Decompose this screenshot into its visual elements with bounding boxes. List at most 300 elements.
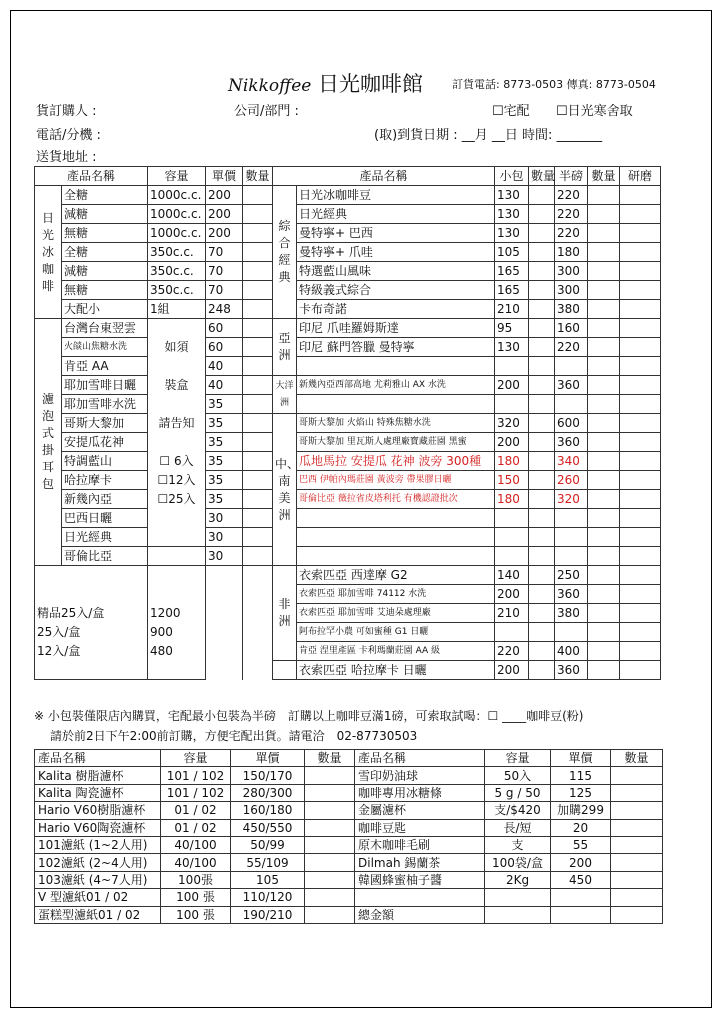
qty-input[interactable] [243,452,273,471]
grind-input[interactable] [620,205,661,224]
box-product: 25入/盒 [35,623,148,642]
qty-input[interactable] [529,623,555,642]
qty-input[interactable] [529,471,555,490]
bean-small-price: 130 [495,205,529,224]
header-volume: 容量 [148,167,206,186]
accessory-cell: 110/120 [231,889,305,906]
packaging-note [148,319,206,338]
qty-input[interactable] [243,319,273,338]
accessory-cell: 長/短 [485,819,551,836]
product-price: 30 [206,509,243,528]
qty-input[interactable] [588,205,620,224]
accessory-cell: 100張 [161,871,231,888]
qty-input[interactable] [529,338,555,357]
order-row [35,357,661,376]
order-row [35,604,661,623]
qty-input[interactable] [529,357,555,376]
qty-input[interactable] [588,528,620,547]
qty-input[interactable] [588,376,620,395]
bean-name: 新幾內亞西部高地 尤莉雅山 AX 水洗 [297,376,495,395]
accessory-cell: 01 / 02 [161,819,231,836]
grind-input[interactable] [620,566,661,585]
grind-input[interactable] [620,642,661,661]
accessory-cell [355,889,485,906]
qty-input[interactable] [243,490,273,509]
qty-input[interactable] [611,819,663,836]
product-price: 200 [206,224,243,243]
product-price: 70 [206,243,243,262]
accessory-row [35,819,663,836]
shop-name: 日光咖啡館 [318,72,424,96]
grind-input[interactable] [620,243,661,262]
packaging-note [148,433,206,452]
box-price: 900 [148,623,206,642]
qty-input[interactable] [243,471,273,490]
accessory-cell [551,889,611,906]
bean-halfpound-price: 380 [555,604,588,623]
qty-input[interactable] [611,854,663,871]
product-name: 減糖 [62,262,148,281]
qty-input[interactable] [243,357,273,376]
qty-input[interactable] [588,300,620,319]
bean-small-price: 200 [495,661,529,680]
bean-name: 瓜地馬拉 安提瓜 花神 波旁 300種 [297,452,495,471]
product-price: 35 [206,490,243,509]
product-price: 200 [206,205,243,224]
bean-small-price: 165 [495,281,529,300]
accessory-cell: 450 [551,871,611,888]
product-name: 哈拉摩卡 [62,471,148,490]
bean-halfpound-price: 220 [555,186,588,205]
bean-small-price: 130 [495,186,529,205]
grind-input[interactable] [620,224,661,243]
packaging-note: 裝盒 [148,376,206,395]
packaging-note: ☐25入 [148,490,206,509]
bean-small-price: 130 [495,338,529,357]
pickup-checkbox[interactable]: ☐日光寒舍取 [556,104,633,119]
order-row [35,395,661,414]
accessory-cell: 支 [485,836,551,853]
qty-input[interactable] [305,767,355,784]
region-africa: 非洲 [273,566,297,661]
qty-input[interactable] [588,471,620,490]
bean-halfpound-price: 300 [555,281,588,300]
qty-input[interactable] [529,281,555,300]
bean-name: 哥倫比亞 薇拉省皮塔利托 有機認證批次 [297,490,495,509]
qty-input[interactable] [305,889,355,906]
qty-input[interactable] [243,262,273,281]
qty-input[interactable] [305,819,355,836]
qty-input[interactable] [529,243,555,262]
product-volume: 1組 [148,300,206,319]
order-note: ※ 小包裝僅限店內購買，宅配最小包裝為半磅 訂購以上咖啡豆滿1磅，可索取試喝：☐ ____咖啡豆(粉) [34,709,584,723]
qty-input[interactable] [305,871,355,888]
product-price: 40 [206,357,243,376]
pickup-date-field[interactable]: (取)到貨日期 : __月 __日 時間: _______ [374,128,603,143]
qty-input[interactable] [243,433,273,452]
accessory-cell: 蛋糕型濾紙01 / 02 [35,906,161,923]
accessory-cell: 115 [551,767,611,784]
qty-input[interactable] [611,906,663,923]
order-row [35,528,661,547]
order-row [35,281,661,300]
accessory-cell: Kalita 陶瓷濾杯 [35,784,161,801]
qty-input[interactable] [305,906,355,923]
grind-input[interactable] [620,452,661,471]
accessory-cell: 支/$420 [485,802,551,819]
bean-name: 阿布拉罕小農 可如蜜種 G1 日曬 [297,623,495,642]
qty-input[interactable] [529,262,555,281]
accessory-cell: 160/180 [231,802,305,819]
qty-input[interactable] [611,767,663,784]
order-row [35,433,661,452]
qty-input[interactable] [588,433,620,452]
bean-halfpound-price: 220 [555,205,588,224]
product-price: 30 [206,547,243,566]
product-name: 日光經典 [62,528,148,547]
accessory-header: 單價 [551,750,611,767]
qty-input[interactable] [243,243,273,262]
bean-name: 衣索匹亞 耶加雪啡 74112 水洗 [297,585,495,604]
accessory-header: 數量 [305,750,355,767]
region-central-south: 中、南美洲 [273,414,297,566]
accessory-cell: 總金額 [355,906,485,923]
accessory-cell: 101濾紙 (1~2人用) [35,836,161,853]
accessory-cell: 原木咖啡毛刷 [355,836,485,853]
header-qty: 數量 [243,167,273,186]
accessory-cell [551,906,611,923]
qty-input[interactable] [588,585,620,604]
grind-input[interactable] [620,509,661,528]
accessory-cell: 200 [551,854,611,871]
order-row [35,262,661,281]
accessory-header: 產品名稱 [355,750,485,767]
order-row [35,300,661,319]
accessory-row [35,836,663,853]
qty-input[interactable] [529,604,555,623]
accessory-cell: 5 g / 50 [485,784,551,801]
bean-halfpound-price: 260 [555,471,588,490]
qty-input[interactable] [588,319,620,338]
product-volume: 350c.c. [148,281,206,300]
bean-name: 日光冰咖啡豆 [297,186,495,205]
product-name: 全糖 [62,243,148,262]
accessory-cell: 咖啡豆匙 [355,819,485,836]
qty-input[interactable] [588,452,620,471]
bean-halfpound-price: 180 [555,243,588,262]
order-row [35,167,661,186]
grind-input[interactable] [620,547,661,566]
order-row [35,224,661,243]
qty-input[interactable] [529,376,555,395]
qty-input[interactable] [588,281,620,300]
accessory-cell: 55/109 [231,854,305,871]
order-row [35,585,661,604]
qty-input[interactable] [588,243,620,262]
qty-input[interactable] [611,802,663,819]
product-price: 70 [206,281,243,300]
grind-input[interactable] [620,414,661,433]
accessory-cell: 450/550 [231,819,305,836]
product-price: 60 [206,319,243,338]
header-bean-product: 產品名稱 [273,167,495,186]
order-row [35,243,661,262]
header-qty-halfpound: 數量 [588,167,620,186]
bean-name: 巴西 伊帕內瑪莊園 黃波旁 帶果膠日曬 [297,471,495,490]
accessory-header: 產品名稱 [35,750,161,767]
qty-input[interactable] [588,509,620,528]
qty-input[interactable] [611,784,663,801]
qty-input[interactable] [243,547,273,566]
bean-halfpound-price: 220 [555,338,588,357]
qty-input[interactable] [529,300,555,319]
order-row [35,661,661,680]
product-price: 40 [206,376,243,395]
accessory-cell: 50入 [485,767,551,784]
phone-field[interactable]: 電話/分機 : [36,128,101,143]
bean-halfpound-price: 360 [555,376,588,395]
bean-small-price: 95 [495,319,529,338]
qty-input[interactable] [529,186,555,205]
bean-halfpound-price [555,623,588,642]
product-price: 35 [206,414,243,433]
bean-halfpound-price: 360 [555,433,588,452]
accessory-cell: 101 / 102 [161,784,231,801]
qty-input[interactable] [529,566,555,585]
accessory-cell: 01 / 02 [161,802,231,819]
qty-input[interactable] [588,623,620,642]
bean-halfpound-price: 220 [555,224,588,243]
qty-input[interactable] [243,224,273,243]
qty-input[interactable] [243,300,273,319]
qty-input[interactable] [243,414,273,433]
grind-input[interactable] [620,490,661,509]
contact-info: 訂貨電話: 8773-0503 傳真: 8773-0504 [452,78,656,91]
grind-input[interactable] [620,357,661,376]
qty-input[interactable] [529,642,555,661]
accessory-cell: 100袋/盒 [485,854,551,871]
grind-input[interactable] [620,395,661,414]
accessory-cell: Hario V60樹脂濾杯 [35,802,161,819]
qty-input[interactable] [529,490,555,509]
accessory-cell: 50/99 [231,836,305,853]
qty-input[interactable] [588,357,620,376]
product-price: 30 [206,528,243,547]
product-name: 無糖 [62,281,148,300]
qty-input[interactable] [588,338,620,357]
packaging-note [148,395,206,414]
bean-small-price: 105 [495,243,529,262]
product-name: 無糖 [62,224,148,243]
grind-input[interactable] [620,376,661,395]
packaging-note: 請告知 [148,414,206,433]
qty-input[interactable] [243,376,273,395]
order-row [35,414,661,433]
order-row [35,566,661,585]
qty-input[interactable] [243,186,273,205]
qty-input[interactable] [305,802,355,819]
packaging-note: ☐12入 [148,471,206,490]
qty-input[interactable] [611,889,663,906]
bean-small-price: 180 [495,490,529,509]
accessory-cell: 咖啡專用冰糖條 [355,784,485,801]
accessory-cell: 105 [231,871,305,888]
qty-input[interactable] [243,509,273,528]
bean-small-price: 180 [495,452,529,471]
qty-input[interactable] [243,205,273,224]
order-row [35,338,661,357]
region-blend: 綜合經典 [273,186,297,319]
accessory-cell: Kalita 樹脂濾杯 [35,767,161,784]
product-price: 35 [206,471,243,490]
delivery-checkbox[interactable]: ☐宅配 [492,104,530,119]
box-product: 精品25入/盒 [35,604,148,623]
qty-input[interactable] [305,784,355,801]
qty-input[interactable] [529,661,555,680]
accessory-cell: 20 [551,819,611,836]
qty-input[interactable] [588,547,620,566]
address-field[interactable]: 送貨地址 : [36,150,97,165]
qty-input[interactable] [243,338,273,357]
qty-input[interactable] [305,836,355,853]
accessory-cell: 103濾紙 (4~7人用) [35,871,161,888]
grind-input[interactable] [620,471,661,490]
bean-halfpound-price: 600 [555,414,588,433]
order-row [35,319,661,338]
qty-input[interactable] [588,262,620,281]
accessory-row [35,871,663,888]
grind-input[interactable] [620,319,661,338]
accessory-cell: 加購299 [551,802,611,819]
accessory-cell: 40/100 [161,836,231,853]
qty-input[interactable] [529,452,555,471]
grind-input[interactable] [620,585,661,604]
qty-input[interactable] [529,414,555,433]
bean-halfpound-price: 160 [555,319,588,338]
accessory-cell [485,906,551,923]
qty-input[interactable] [588,186,620,205]
qty-input[interactable] [529,319,555,338]
qty-input[interactable] [243,528,273,547]
qty-input[interactable] [588,604,620,623]
product-volume: 1000c.c. [148,186,206,205]
bean-name: 日光經典 [297,205,495,224]
order-row [35,490,661,509]
accessory-cell: 125 [551,784,611,801]
qty-input[interactable] [588,642,620,661]
bean-small-price: 140 [495,566,529,585]
header-price: 單價 [206,167,243,186]
bean-name: 特選藍山風味 [297,262,495,281]
bean-halfpound-price: 360 [555,585,588,604]
grind-input[interactable] [620,604,661,623]
product-name: 哥倫比亞 [62,547,148,566]
product-volume: 350c.c. [148,262,206,281]
qty-input[interactable] [588,566,620,585]
grind-input[interactable] [620,300,661,319]
bean-small-price: 130 [495,224,529,243]
qty-input[interactable] [529,585,555,604]
bean-halfpound-price: 250 [555,566,588,585]
bean-small-price: 200 [495,376,529,395]
order-row [35,623,661,642]
qty-input[interactable] [305,854,355,871]
qty-input[interactable] [529,395,555,414]
product-name: 肯亞 AA [62,357,148,376]
order-row [35,642,661,661]
qty-input[interactable] [588,414,620,433]
qty-input[interactable] [588,224,620,243]
header-qty-small: 數量 [529,167,555,186]
product-name: 台灣台東翌雲 [62,319,148,338]
order-row [35,205,661,224]
packaging-note: 如須 [148,338,206,357]
qty-input[interactable] [529,528,555,547]
bean-small-price: 320 [495,414,529,433]
qty-input[interactable] [588,395,620,414]
packaging-note [148,509,206,528]
accessory-table [34,749,663,924]
grind-input[interactable] [620,338,661,357]
qty-input[interactable] [529,205,555,224]
order-note-2: 請於前2日下午2:00前訂購，方便宅配出貨。請電洽 02-87730503 [50,729,418,743]
bean-small-price: 210 [495,604,529,623]
company-field[interactable]: 公司/部門 : [234,104,299,119]
bean-halfpound-price: 340 [555,452,588,471]
bean-name: 印尼 爪哇羅姆斯達 [297,319,495,338]
qty-input[interactable] [529,224,555,243]
bean-halfpound-price: 400 [555,642,588,661]
qty-input[interactable] [243,281,273,300]
qty-input[interactable] [611,836,663,853]
product-name: 火燄山焦糖水洗 [62,338,148,357]
grind-input[interactable] [620,281,661,300]
accessory-cell: 金屬濾杯 [355,802,485,819]
bean-halfpound-price: 300 [555,262,588,281]
accessory-row [35,784,663,801]
product-price: 200 [206,186,243,205]
accessory-cell: 100 張 [161,889,231,906]
qty-input[interactable] [529,433,555,452]
qty-input[interactable] [529,547,555,566]
qty-input[interactable] [588,661,620,680]
region-empty [273,661,297,680]
grind-input[interactable] [620,661,661,680]
accessory-cell: 2Kg [485,871,551,888]
accessory-row [35,889,663,906]
bean-small-price: 150 [495,471,529,490]
qty-input[interactable] [611,871,663,888]
grind-input[interactable] [620,623,661,642]
box-price: 1200 [148,604,206,623]
accessory-cell: 雪印奶油球 [355,767,485,784]
qty-input[interactable] [243,395,273,414]
product-price: 35 [206,395,243,414]
accessory-cell: Dilmah 錫蘭茶 [355,854,485,871]
product-price: 70 [206,262,243,281]
grind-input[interactable] [620,528,661,547]
qty-input[interactable] [529,509,555,528]
qty-input[interactable] [588,490,620,509]
grind-input[interactable] [620,186,661,205]
buyer-field[interactable]: 貨訂購人 : [36,104,97,119]
bean-name: 卡布奇諾 [297,300,495,319]
grind-input[interactable] [620,433,661,452]
grind-input[interactable] [620,262,661,281]
accessory-header-row [35,750,663,767]
product-volume: 1000c.c. [148,205,206,224]
header-small: 小包 [495,167,529,186]
